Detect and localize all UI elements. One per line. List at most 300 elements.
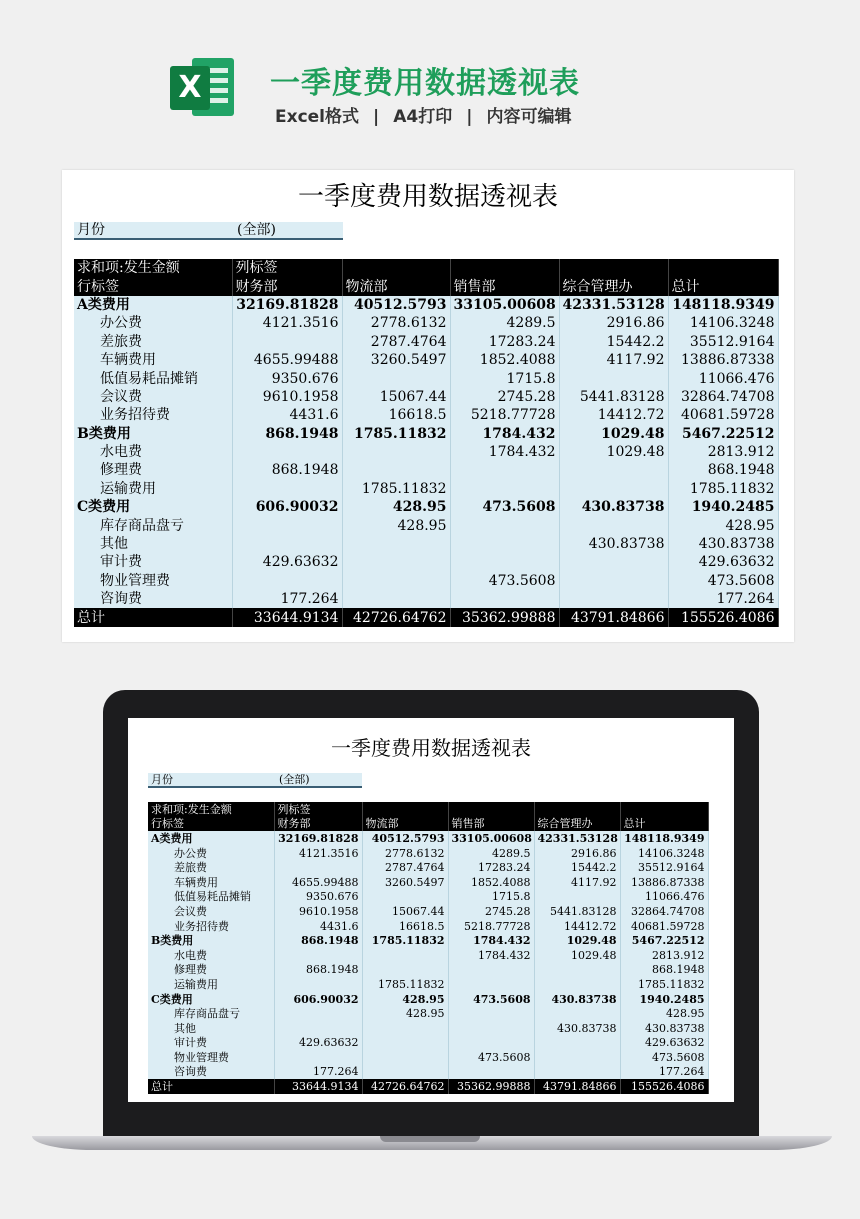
feature-excel: Excel格式 <box>275 107 360 127</box>
header-banner <box>0 0 860 150</box>
value-cell <box>274 860 362 875</box>
table-row <box>74 406 778 424</box>
value-cell: 14106.3248 <box>668 314 778 332</box>
table-row <box>148 904 708 919</box>
table-row <box>148 1021 708 1036</box>
value-cell <box>232 480 342 498</box>
sheet-title: 一季度费用数据透视表 <box>297 182 558 212</box>
pivot-header-values <box>148 802 708 817</box>
value-cell: 2787.4764 <box>362 860 448 875</box>
header-cell: 物流部 <box>362 817 448 832</box>
value-cell: 4117.92 <box>559 351 668 369</box>
filter-label: 月份 <box>148 773 276 787</box>
header-cell: 物流部 <box>342 277 450 295</box>
value-cell: 606.90032 <box>274 992 362 1007</box>
value-cell: 177.264 <box>668 590 778 608</box>
table-row <box>74 314 778 332</box>
row-label: 咨询费 <box>148 1065 274 1080</box>
value-cell <box>448 963 534 978</box>
excel-icon <box>170 58 234 116</box>
value-cell: 15067.44 <box>342 388 450 406</box>
value-cell: 473.5608 <box>450 572 559 590</box>
header-cell: 财务部 <box>274 817 362 832</box>
value-cell: 868.1948 <box>232 425 342 443</box>
value-cell: 9610.1958 <box>232 388 342 406</box>
row-label: 低值易耗品摊销 <box>74 369 232 387</box>
header-cell: 列标签 <box>274 802 362 817</box>
feature-separator: | <box>466 107 473 127</box>
total-label: 总计 <box>148 1079 274 1094</box>
value-cell <box>559 461 668 479</box>
table-row <box>148 860 708 875</box>
total-cell: 43791.84866 <box>534 1079 620 1094</box>
value-cell: 473.5608 <box>620 1050 708 1065</box>
value-cell: 32169.81828 <box>232 296 342 314</box>
row-label: B类费用 <box>74 425 232 443</box>
value-cell <box>559 516 668 534</box>
header-cell <box>620 802 708 817</box>
excel-badge: X <box>170 66 210 110</box>
value-cell: 473.5608 <box>448 1050 534 1065</box>
value-cell <box>534 1036 620 1051</box>
value-cell: 4655.99488 <box>274 875 362 890</box>
value-cell <box>342 553 450 571</box>
header-cell: 列标签 <box>232 259 342 277</box>
value-cell: 32169.81828 <box>274 831 362 846</box>
value-cell <box>362 963 448 978</box>
table-row <box>148 846 708 861</box>
value-cell: 429.63632 <box>620 1036 708 1051</box>
value-cell: 428.95 <box>342 498 450 516</box>
value-cell: 1785.11832 <box>668 480 778 498</box>
value-cell <box>362 1021 448 1036</box>
value-cell: 5441.83128 <box>534 904 620 919</box>
value-cell: 5467.22512 <box>620 933 708 948</box>
group-row <box>74 498 778 516</box>
value-cell: 33105.00608 <box>448 831 534 846</box>
value-cell: 1852.4088 <box>450 351 559 369</box>
value-cell: 177.264 <box>232 590 342 608</box>
value-cell <box>448 1065 534 1080</box>
value-cell: 16618.5 <box>362 919 448 934</box>
value-cell <box>342 369 450 387</box>
row-label: C类费用 <box>74 498 232 516</box>
table-row <box>148 977 708 992</box>
row-label: 运输费用 <box>148 977 274 992</box>
value-cell: 1785.11832 <box>362 933 448 948</box>
row-label: 其他 <box>148 1021 274 1036</box>
table-row <box>74 369 778 387</box>
value-cell: 15442.2 <box>534 860 620 875</box>
value-cell: 868.1948 <box>274 963 362 978</box>
row-label: 差旅费 <box>74 333 232 351</box>
value-cell <box>450 535 559 553</box>
value-cell <box>448 1006 534 1021</box>
feature-list <box>275 102 571 127</box>
value-cell: 473.5608 <box>448 992 534 1007</box>
value-cell: 428.95 <box>342 516 450 534</box>
value-cell <box>232 333 342 351</box>
value-cell: 4121.3516 <box>232 314 342 332</box>
grand-total-row <box>74 608 778 626</box>
value-cell <box>232 535 342 553</box>
filter-value[interactable]: (全部) <box>234 222 343 239</box>
value-cell <box>232 443 342 461</box>
value-cell <box>342 535 450 553</box>
pivot-header-columns <box>74 277 778 295</box>
value-cell: 428.95 <box>668 516 778 534</box>
value-cell <box>342 572 450 590</box>
row-label: 修理费 <box>148 963 274 978</box>
total-cell: 155526.4086 <box>668 608 778 626</box>
header-cell <box>450 259 559 277</box>
value-cell <box>534 1006 620 1021</box>
value-cell <box>342 443 450 461</box>
value-cell: 148118.9349 <box>668 296 778 314</box>
row-label: 水电费 <box>74 443 232 461</box>
value-cell: 13886.87338 <box>620 875 708 890</box>
value-cell: 14106.3248 <box>620 846 708 861</box>
group-row <box>74 425 778 443</box>
total-cell: 43791.84866 <box>559 608 668 626</box>
value-cell: 2813.912 <box>620 948 708 963</box>
value-cell: 430.83738 <box>559 535 668 553</box>
row-label: 差旅费 <box>148 860 274 875</box>
month-filter <box>148 773 362 788</box>
table-row <box>74 553 778 571</box>
value-cell <box>450 590 559 608</box>
row-label: 低值易耗品摊销 <box>148 890 274 905</box>
value-cell: 473.5608 <box>668 572 778 590</box>
header-cell: 求和项:发生金额 <box>148 802 274 817</box>
row-label: A类费用 <box>74 296 232 314</box>
value-cell: 40681.59728 <box>620 919 708 934</box>
value-cell: 2778.6132 <box>342 314 450 332</box>
value-cell: 42331.53128 <box>534 831 620 846</box>
value-cell: 1029.48 <box>559 425 668 443</box>
value-cell: 2787.4764 <box>342 333 450 351</box>
value-cell <box>534 1050 620 1065</box>
row-label: C类费用 <box>148 992 274 1007</box>
value-cell: 3260.5497 <box>362 875 448 890</box>
row-label: 业务招待费 <box>74 406 232 424</box>
value-cell: 40512.5793 <box>342 296 450 314</box>
value-cell <box>448 977 534 992</box>
value-cell: 17283.24 <box>448 860 534 875</box>
table-row <box>148 1006 708 1021</box>
pivot-table <box>74 259 779 627</box>
value-cell <box>342 590 450 608</box>
table-row <box>148 1036 708 1051</box>
value-cell: 2745.28 <box>450 388 559 406</box>
value-cell: 15442.2 <box>559 333 668 351</box>
value-cell <box>232 516 342 534</box>
pivot-header-columns <box>148 817 708 832</box>
value-cell: 428.95 <box>362 992 448 1007</box>
value-cell <box>534 890 620 905</box>
table-row <box>74 461 778 479</box>
header-cell: 销售部 <box>448 817 534 832</box>
value-cell: 5467.22512 <box>668 425 778 443</box>
value-cell: 1029.48 <box>534 948 620 963</box>
table-row <box>74 572 778 590</box>
value-cell: 5441.83128 <box>559 388 668 406</box>
value-cell: 430.83738 <box>559 498 668 516</box>
value-cell: 13886.87338 <box>668 351 778 369</box>
value-cell: 1785.11832 <box>342 480 450 498</box>
header-cell: 总计 <box>668 277 778 295</box>
group-row <box>148 831 708 846</box>
pivot-table <box>148 802 709 1094</box>
value-cell: 14412.72 <box>534 919 620 934</box>
header-cell: 求和项:发生金额 <box>74 259 232 277</box>
group-row <box>74 296 778 314</box>
row-label: 审计费 <box>148 1036 274 1051</box>
row-label: 其他 <box>74 535 232 553</box>
header-cell <box>342 259 450 277</box>
value-cell: 868.1948 <box>232 461 342 479</box>
total-cell: 155526.4086 <box>620 1079 708 1094</box>
value-cell: 11066.476 <box>668 369 778 387</box>
value-cell: 1784.432 <box>448 933 534 948</box>
value-cell: 35512.9164 <box>668 333 778 351</box>
value-cell: 42331.53128 <box>559 296 668 314</box>
group-row <box>148 933 708 948</box>
value-cell: 1715.8 <box>450 369 559 387</box>
value-cell: 868.1948 <box>668 461 778 479</box>
header-cell <box>534 802 620 817</box>
row-label: 业务招待费 <box>148 919 274 934</box>
value-cell: 9350.676 <box>274 890 362 905</box>
table-row <box>148 963 708 978</box>
value-cell: 1029.48 <box>559 443 668 461</box>
value-cell <box>559 369 668 387</box>
value-cell: 2916.86 <box>559 314 668 332</box>
value-cell <box>362 1050 448 1065</box>
row-label: B类费用 <box>148 933 274 948</box>
value-cell <box>448 1021 534 1036</box>
table-row <box>148 1065 708 1080</box>
value-cell: 4431.6 <box>232 406 342 424</box>
value-cell <box>450 516 559 534</box>
value-cell: 17283.24 <box>450 333 559 351</box>
value-cell: 11066.476 <box>620 890 708 905</box>
value-cell: 35512.9164 <box>620 860 708 875</box>
value-cell: 430.83738 <box>534 992 620 1007</box>
row-label: 物业管理费 <box>74 572 232 590</box>
value-cell: 33105.00608 <box>450 296 559 314</box>
value-cell: 4289.5 <box>450 314 559 332</box>
value-cell: 4431.6 <box>274 919 362 934</box>
filter-label: 月份 <box>74 222 234 239</box>
table-row <box>74 443 778 461</box>
total-label: 总计 <box>74 608 232 626</box>
value-cell: 177.264 <box>274 1065 362 1080</box>
value-cell: 1940.2485 <box>620 992 708 1007</box>
row-label: 物业管理费 <box>148 1050 274 1065</box>
header-cell <box>362 802 448 817</box>
total-cell: 42726.64762 <box>362 1079 448 1094</box>
pivot-header-values <box>74 259 778 277</box>
value-cell: 2813.912 <box>668 443 778 461</box>
header-cell: 行标签 <box>148 817 274 832</box>
value-cell: 428.95 <box>362 1006 448 1021</box>
total-cell: 33644.9134 <box>232 608 342 626</box>
row-label: 办公费 <box>148 846 274 861</box>
value-cell: 1785.11832 <box>620 977 708 992</box>
value-cell: 40512.5793 <box>362 831 448 846</box>
value-cell: 14412.72 <box>559 406 668 424</box>
value-cell: 5218.77728 <box>450 406 559 424</box>
value-cell <box>559 553 668 571</box>
value-cell: 1785.11832 <box>342 425 450 443</box>
row-label: 车辆费用 <box>74 351 232 369</box>
value-cell <box>342 461 450 479</box>
value-cell: 3260.5497 <box>342 351 450 369</box>
value-cell: 5218.77728 <box>448 919 534 934</box>
value-cell: 4655.99488 <box>232 351 342 369</box>
row-label: 车辆费用 <box>148 875 274 890</box>
value-cell: 1784.432 <box>450 443 559 461</box>
row-label: 运输费用 <box>74 480 232 498</box>
value-cell <box>232 572 342 590</box>
value-cell: 1029.48 <box>534 933 620 948</box>
value-cell: 9350.676 <box>232 369 342 387</box>
feature-print: A4打印 <box>393 107 453 127</box>
total-cell: 42726.64762 <box>342 608 450 626</box>
value-cell: 15067.44 <box>362 904 448 919</box>
value-cell: 868.1948 <box>620 963 708 978</box>
value-cell: 1852.4088 <box>448 875 534 890</box>
table-row <box>74 333 778 351</box>
value-cell: 40681.59728 <box>668 406 778 424</box>
row-label: 咨询费 <box>74 590 232 608</box>
value-cell: 428.95 <box>620 1006 708 1021</box>
value-cell <box>362 1036 448 1051</box>
value-cell: 32864.74708 <box>620 904 708 919</box>
total-cell: 33644.9134 <box>274 1079 362 1094</box>
row-label: 库存商品盘亏 <box>74 516 232 534</box>
table-row <box>74 535 778 553</box>
header-cell <box>559 259 668 277</box>
grand-total-row <box>148 1079 708 1094</box>
value-cell: 4117.92 <box>534 875 620 890</box>
row-label: 会议费 <box>148 904 274 919</box>
value-cell: 1784.432 <box>450 425 559 443</box>
value-cell: 1784.432 <box>448 948 534 963</box>
value-cell: 430.83738 <box>668 535 778 553</box>
value-cell <box>559 572 668 590</box>
value-cell <box>534 977 620 992</box>
group-row <box>148 992 708 1007</box>
header-cell: 综合管理办 <box>534 817 620 832</box>
value-cell: 1785.11832 <box>362 977 448 992</box>
total-cell: 35362.99888 <box>448 1079 534 1094</box>
value-cell <box>534 1065 620 1080</box>
value-cell <box>362 948 448 963</box>
value-cell: 2778.6132 <box>362 846 448 861</box>
value-cell: 473.5608 <box>450 498 559 516</box>
value-cell <box>450 480 559 498</box>
row-label: 库存商品盘亏 <box>148 1006 274 1021</box>
value-cell: 429.63632 <box>232 553 342 571</box>
table-row <box>148 890 708 905</box>
value-cell <box>534 963 620 978</box>
header-cell: 总计 <box>620 817 708 832</box>
value-cell: 2745.28 <box>448 904 534 919</box>
value-cell: 2916.86 <box>534 846 620 861</box>
value-cell: 1715.8 <box>448 890 534 905</box>
value-cell <box>559 590 668 608</box>
header-cell <box>668 259 778 277</box>
value-cell <box>559 480 668 498</box>
table-row <box>74 590 778 608</box>
sheet-title: 一季度费用数据透视表 <box>331 736 531 760</box>
header-cell <box>448 802 534 817</box>
value-cell: 177.264 <box>620 1065 708 1080</box>
value-cell <box>274 1050 362 1065</box>
value-cell: 32864.74708 <box>668 388 778 406</box>
value-cell: 606.90032 <box>232 498 342 516</box>
value-cell <box>274 977 362 992</box>
value-cell <box>274 1006 362 1021</box>
value-cell: 429.63632 <box>668 553 778 571</box>
value-cell: 430.83738 <box>620 1021 708 1036</box>
value-cell: 16618.5 <box>342 406 450 424</box>
feature-separator: | <box>373 107 380 127</box>
laptop-notch <box>380 1136 480 1142</box>
value-cell <box>274 1021 362 1036</box>
header-cell: 行标签 <box>74 277 232 295</box>
value-cell: 1940.2485 <box>668 498 778 516</box>
value-cell: 429.63632 <box>274 1036 362 1051</box>
value-cell: 868.1948 <box>274 933 362 948</box>
row-label: 办公费 <box>74 314 232 332</box>
feature-editable: 内容可编辑 <box>486 107 572 127</box>
value-cell <box>448 1036 534 1051</box>
value-cell <box>450 553 559 571</box>
row-label: 审计费 <box>74 553 232 571</box>
value-cell <box>450 461 559 479</box>
row-label: 修理费 <box>74 461 232 479</box>
value-cell: 148118.9349 <box>620 831 708 846</box>
laptop-screen <box>128 718 734 1102</box>
value-cell: 4121.3516 <box>274 846 362 861</box>
header-cell: 财务部 <box>232 277 342 295</box>
sheet-preview <box>62 170 794 642</box>
table-row <box>148 875 708 890</box>
total-cell: 35362.99888 <box>450 608 559 626</box>
value-cell <box>362 1065 448 1080</box>
value-cell: 9610.1958 <box>274 904 362 919</box>
header-cell: 销售部 <box>450 277 559 295</box>
row-label: A类费用 <box>148 831 274 846</box>
banner-title: 一季度费用数据透视表 <box>270 66 580 101</box>
value-cell <box>362 890 448 905</box>
table-row <box>148 1050 708 1065</box>
table-row <box>148 948 708 963</box>
header-cell: 综合管理办 <box>559 277 668 295</box>
table-row <box>74 388 778 406</box>
table-row <box>74 516 778 534</box>
table-row <box>148 919 708 934</box>
row-label: 水电费 <box>148 948 274 963</box>
month-filter <box>74 222 343 240</box>
filter-value[interactable]: (全部) <box>276 773 362 787</box>
table-row <box>74 351 778 369</box>
value-cell <box>274 948 362 963</box>
value-cell: 430.83738 <box>534 1021 620 1036</box>
